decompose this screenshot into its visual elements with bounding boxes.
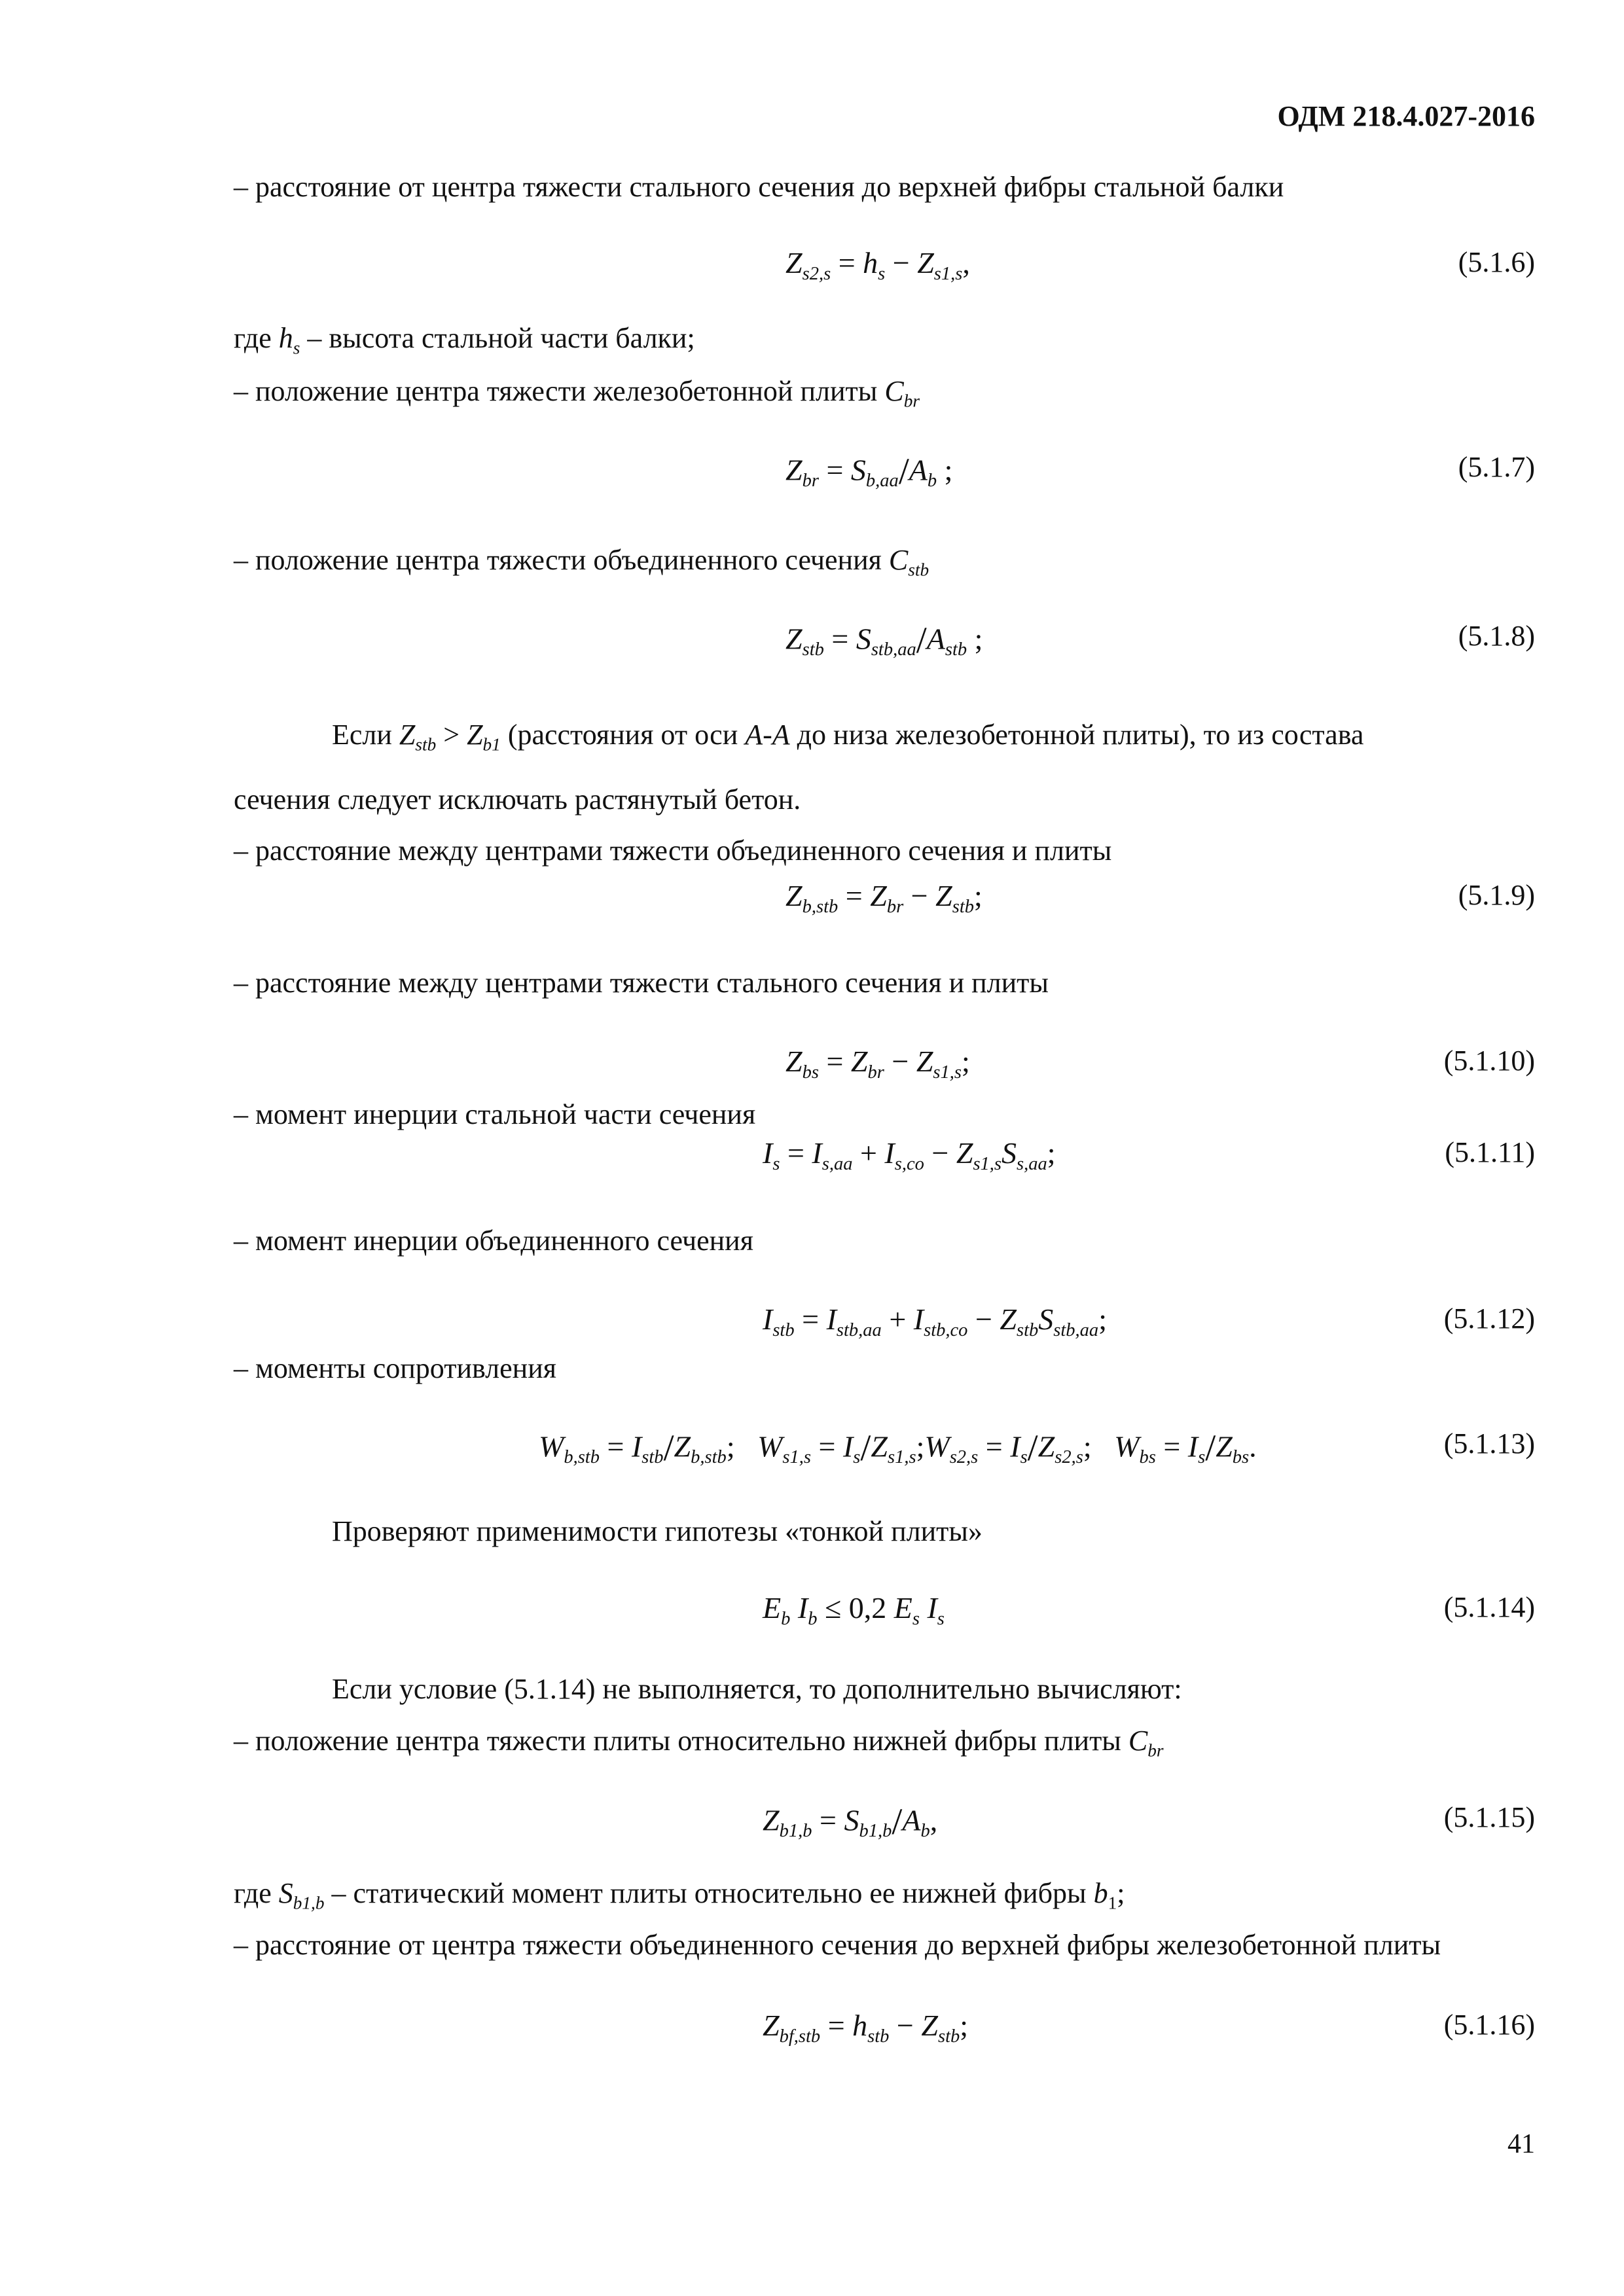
equation-5-1-16 (234, 2008, 1535, 2055)
equation-5-1-8 (234, 619, 1535, 666)
text-line-distance-composite-slab: – расстояние между центрами тяжести объединенного сечения и плиты (234, 834, 1112, 867)
text-line-cstb-position: – положение центра тяжести объединенного сечения $C_{stb}$ (234, 544, 929, 580)
text-line-steel-top-fiber: – расстояние от центра тяжести стального сечения до верхней фибры стальной балки (234, 171, 1284, 203)
text-line-composite-to-slab-top: – расстояние от центра тяжести объединенного сечения до верхней фибры железобетонной плиты (234, 1929, 1441, 1961)
text-line-inertia-composite: – момент инерции объединенного сечения (234, 1225, 753, 1257)
equation-number: (5.1.14) (1443, 1591, 1535, 1623)
text-line-additional-calc: Если условие (5.1.14) не выполняется, то дополнительно вычисляют: (332, 1673, 1182, 1705)
equation-number: (5.1.12) (1443, 1302, 1535, 1335)
text-line-thin-slab-check: Проверяют применимости гипотезы «тонкой плиты» (332, 1515, 983, 1547)
text-line-condition: Если $Z_{stb} > Z_{b1}$ (расстояния от оси A-A до низа железобетонной плиты), то из состава (332, 719, 1364, 755)
equation-5-1-10 (234, 1044, 1535, 1091)
equation-number: (5.1.11) (1445, 1136, 1535, 1168)
equation-5-1-6 (234, 245, 1535, 293)
equation-5-1-9 (234, 878, 1535, 925)
equation-5-1-13 (234, 1427, 1535, 1474)
equation-number: (5.1.15) (1443, 1801, 1535, 1833)
equation-5-1-15 (234, 1801, 1535, 1848)
text-line-inertia-steel: – момент инерции стальной части сечения (234, 1098, 756, 1130)
formula-thin-slab: $E_b$ $I_b \le 0,2$ $E_s$ $I_s$ (763, 1591, 945, 1629)
formula-zbstb: $Z_{b,stb} = Z_{br} - Z_{stb}$; (785, 879, 983, 917)
equation-5-1-12 (234, 1302, 1535, 1349)
formula-zbr: $Z_{br} = S_{b,aa}/A_b$ ; (785, 451, 953, 492)
formula-zb1b: $Z_{b1,b} = S_{b1,b}/A_b$, (763, 1801, 938, 1842)
text-line-slab-bottom-fiber: – положение центра тяжести плиты относительно нижней фибры плиты $C_{br}$ (234, 1725, 1164, 1761)
formula-is: $I_s = I_{s,aa} + I_{s,co} - Z_{s1,s}S_{s,aa}$; (763, 1136, 1056, 1174)
text-line-cbr-position: – положение центра тяжести железобетонной плиты $C_{br}$ (234, 375, 920, 411)
text-line-exclude-concrete: сечения следует исключать растянутый бетон. (234, 783, 801, 816)
equation-5-1-11 (234, 1136, 1535, 1183)
formula-section-moduli: $W_{b,stb} = I_{stb}/Z_{b,stb}$; $W_{s1,s}$ = $I_s/Z_{s1,s};W_{s2,s} = I_s/Z_{s2,s}$; $W_{bs} = I_s/Z_{bs}$. (539, 1427, 1257, 1469)
equation-number: (5.1.8) (1458, 620, 1535, 652)
formula-zbs: $Z_{bs} = Z_{br} - Z_{s1,s}$; (785, 1045, 970, 1083)
document-code-header: ОДМ 218.4.027-2016 (1277, 100, 1535, 132)
formula-zs2s: $Z_{s2,s} = h_s - Z_{s1,s}$, (785, 246, 970, 284)
text-line-static-moment: где $S_{b1,b}$ – статический момент плиты относительно ее нижней фибры $b_1$; (234, 1877, 1125, 1913)
equation-5-1-7 (234, 450, 1535, 497)
equation-number: (5.1.6) (1458, 246, 1535, 278)
equation-number: (5.1.13) (1443, 1427, 1535, 1460)
equation-number: (5.1.7) (1458, 451, 1535, 483)
text-line-section-moduli: – моменты сопротивления (234, 1352, 557, 1384)
formula-zbfstb: $Z_{bf,stb} = h_{stb} - Z_{stb}$; (763, 2009, 969, 2047)
equation-5-1-14 (234, 1590, 1535, 1638)
text-line-distance-steel-slab: – расстояние между центрами тяжести стального сечения и плиты (234, 967, 1049, 999)
page-number: 41 (1507, 2129, 1535, 2159)
equation-number: (5.1.16) (1443, 2009, 1535, 2041)
equation-number: (5.1.9) (1458, 879, 1535, 911)
formula-istb: $I_{stb} = I_{stb,aa} + I_{stb,co} - Z_{stb}S_{stb,aa}$; (763, 1302, 1107, 1340)
text-line-hs-definition: где $h_s$ – высота стальной части балки; (234, 322, 695, 358)
equation-number: (5.1.10) (1443, 1045, 1535, 1077)
formula-zstb: $Z_{stb} = S_{stb,aa}/A_{stb}$ ; (785, 620, 983, 661)
